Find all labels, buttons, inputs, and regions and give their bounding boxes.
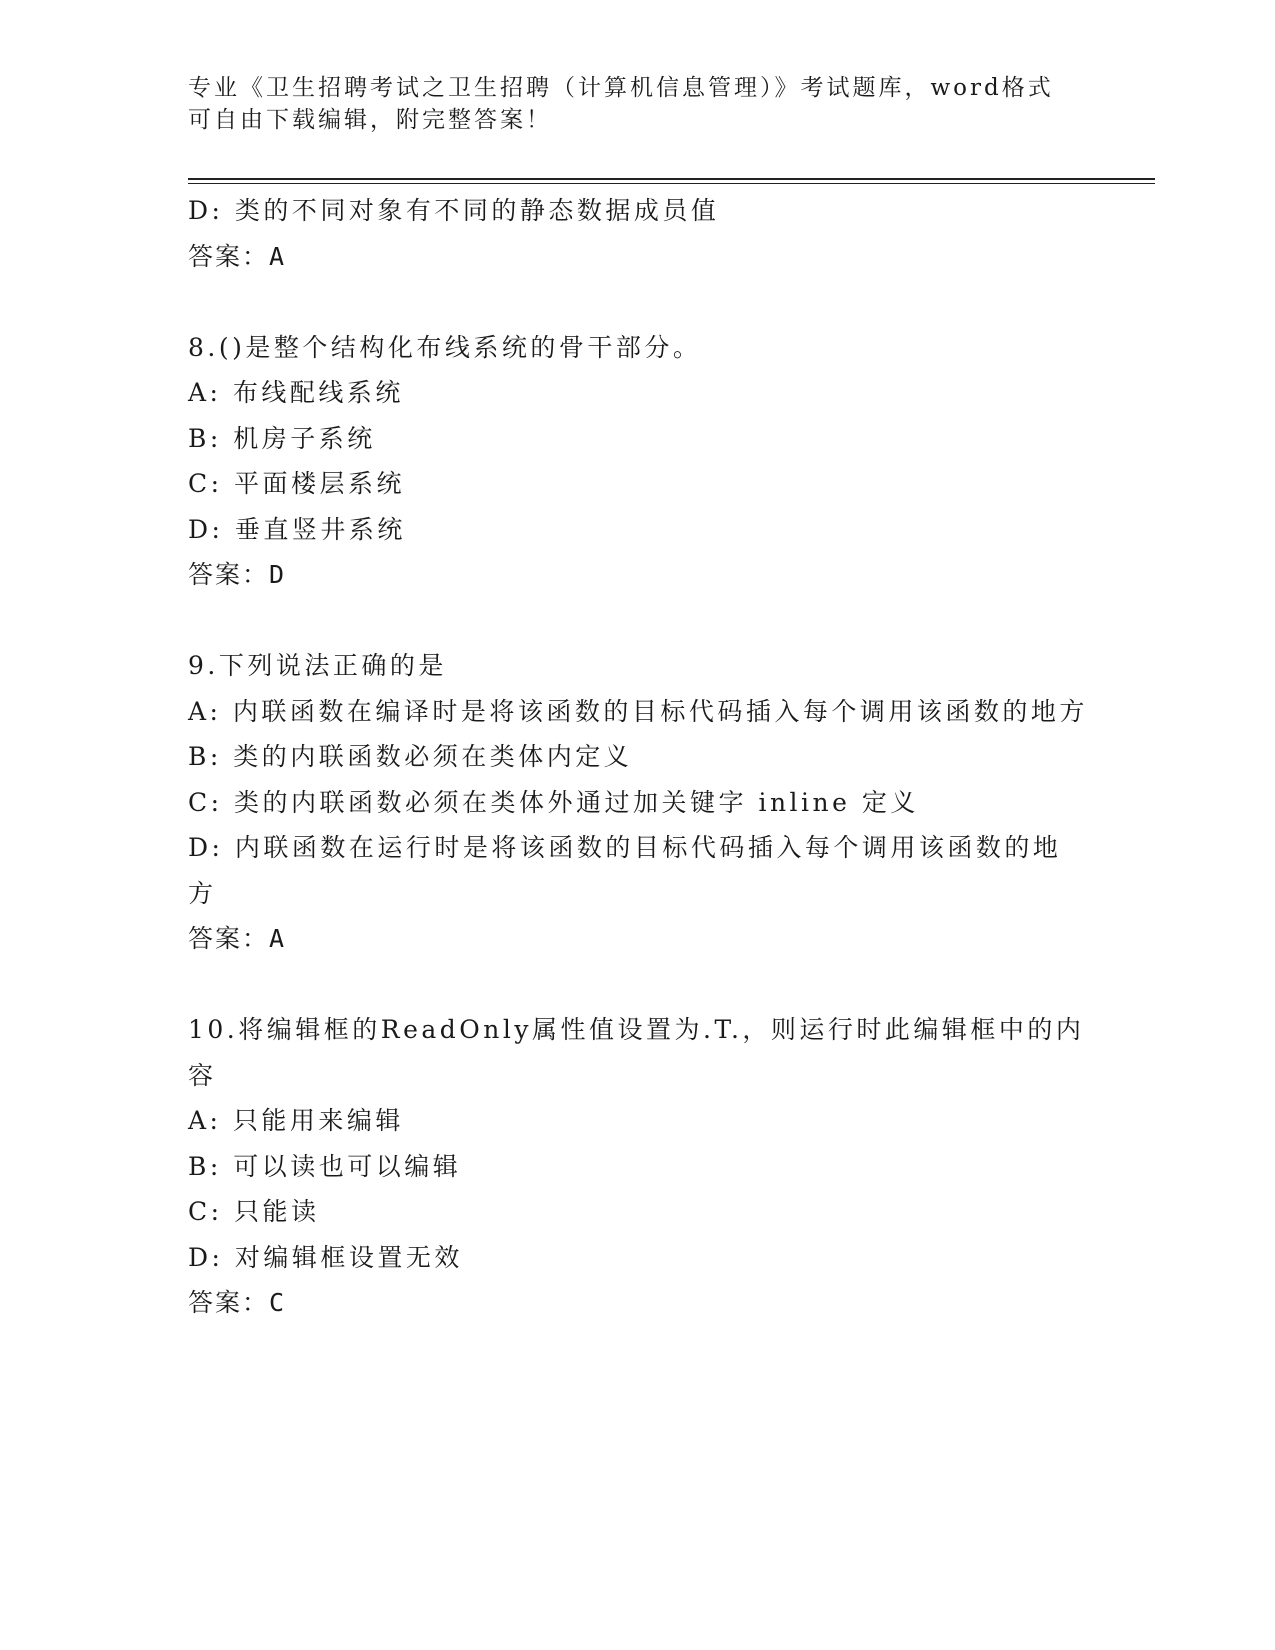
option-c: C: 类的内联函数必须在类体外通过加关键字 inline 定义 bbox=[188, 787, 919, 817]
answer-label: 答案： bbox=[188, 924, 270, 953]
question-answer bbox=[188, 1280, 1088, 1326]
question-answer bbox=[188, 552, 1088, 598]
answer-value: A bbox=[269, 924, 287, 953]
option-b: B: 机房子系统 bbox=[188, 423, 376, 453]
option-d: D: 内联函数在运行时是将该函数的目标代码插入每个调用该函数的地方 bbox=[188, 833, 1062, 908]
spacer bbox=[188, 962, 1088, 1008]
answer-label: 答案： bbox=[188, 241, 270, 271]
option-b: B: 可以读也可以编辑 bbox=[188, 1151, 462, 1181]
option-c: C: 平面楼层系统 bbox=[188, 469, 405, 498]
question-stem: 10.将编辑框的ReadOnly属性值设置为.T.，则运行时此编辑框中的内容 bbox=[188, 1015, 1085, 1090]
option-c: C: 只能读 bbox=[188, 1197, 320, 1226]
header-divider-thin bbox=[188, 183, 1155, 184]
option-a: A: 内联函数在编译时是将该函数的目标代码插入每个调用该函数的地方 bbox=[188, 696, 1088, 726]
header-divider-thick bbox=[188, 178, 1155, 180]
answer-label: 答案： bbox=[188, 560, 270, 589]
option-b: B: 类的内联函数必须在类体内定义 bbox=[188, 742, 633, 771]
q7-answer bbox=[188, 234, 1088, 280]
option-a: A: 只能用来编辑 bbox=[188, 1106, 404, 1135]
answer-value: D bbox=[269, 560, 287, 589]
answer-value: A bbox=[269, 241, 287, 271]
answer-value: C bbox=[269, 1288, 287, 1317]
option-d: D: 对编辑框设置无效 bbox=[188, 1242, 463, 1272]
question-list bbox=[188, 188, 1088, 1326]
question-stem: 8.()是整个结构化布线系统的骨干部分。 bbox=[188, 332, 702, 362]
spacer bbox=[188, 279, 1088, 325]
question-answer bbox=[188, 916, 1088, 962]
option-a: A: 布线配线系统 bbox=[188, 378, 404, 407]
q7-option-d: D: 类的不同对象有不同的静态数据成员值 bbox=[188, 196, 720, 225]
answer-label: 答案： bbox=[188, 1288, 270, 1317]
option-d: D: 垂直竖井系统 bbox=[188, 514, 406, 544]
spacer bbox=[188, 598, 1088, 644]
document-header: 专业《卫生招聘考试之卫生招聘（计算机信息管理）》考试题库，word格式可自由下载编辑，附完整答案！ bbox=[188, 75, 1054, 133]
question-stem: 9.下列说法正确的是 bbox=[188, 651, 447, 680]
